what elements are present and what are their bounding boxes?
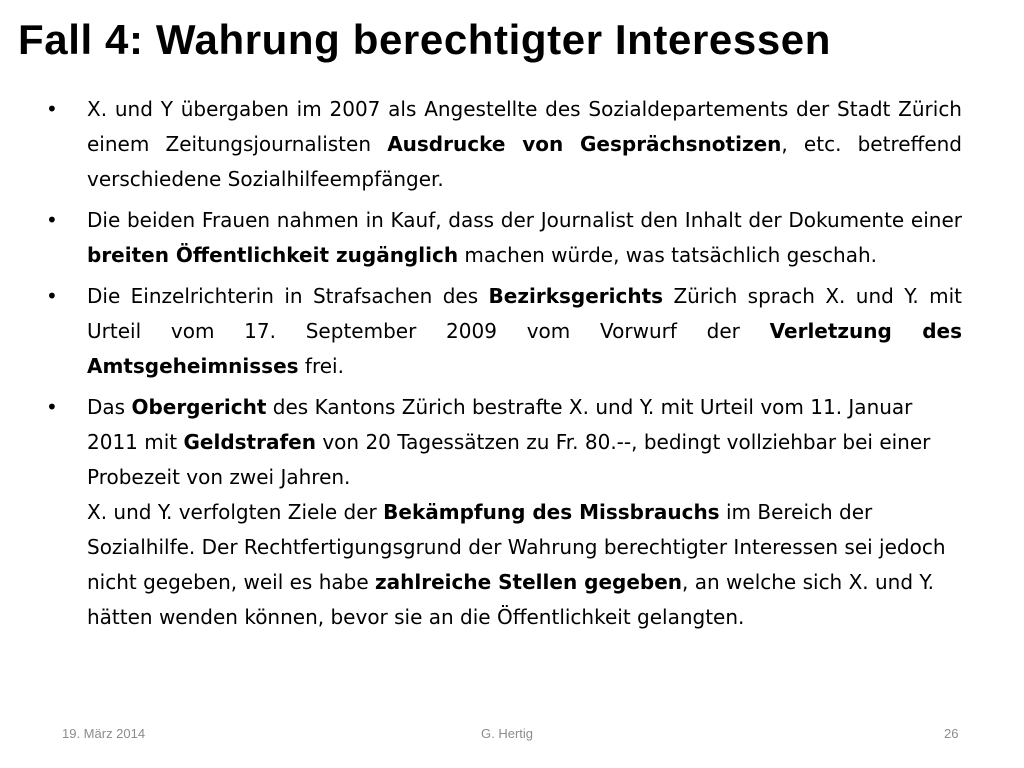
bold-text-run: Bekämpfung des Missbrauchs bbox=[383, 500, 720, 524]
text-run: machen würde, was tatsächlich geschah. bbox=[458, 243, 877, 267]
text-run: von 20 Tagessätzen zu Fr. 80.--, bedingt vollziehbar bei einer Probezeit von zwei Jahren. bbox=[87, 430, 931, 489]
text-run: Die Einzelrichterin in Strafsachen des bbox=[87, 284, 489, 308]
bullet-icon: • bbox=[46, 284, 58, 308]
bullet-continuation-text bbox=[87, 495, 962, 635]
bullet-icon: • bbox=[46, 97, 58, 121]
text-run: im Bereich der Sozialhilfe. Der Rechtfertigungsgrund der Wahrung berechtigter Interessen sei jedoch nicht gegeben, weil es habe bbox=[87, 500, 946, 594]
text-run: , an welche sich X. und Y. hätten wenden können, bevor sie an die Öffentlichkeit gelangten. bbox=[87, 570, 934, 629]
text-run: X. und Y übergaben im 2007 als Angestellte des Sozialdepartements der Stadt Zürich einem Zeitungsjournalisten bbox=[87, 97, 962, 156]
bullet-text bbox=[87, 279, 962, 384]
bold-text-run: Bezirksgerichts bbox=[488, 284, 664, 308]
bold-text-run: Obergericht bbox=[131, 395, 267, 419]
bullet-item bbox=[46, 203, 962, 273]
text-run: Die beiden Frauen nahmen in Kauf, dass der Journalist den Inhalt der Dokumente einer bbox=[87, 208, 962, 232]
bullet-text bbox=[87, 92, 962, 197]
text-run: des Kantons Zürich bestrafte X. und Y. mit Urteil vom 11. Januar 2011 mit bbox=[87, 395, 913, 454]
text-run: , etc. betreffend verschiedene Sozialhilfeempfänger. bbox=[87, 132, 962, 191]
bullet-text bbox=[87, 390, 962, 495]
bullet-icon: • bbox=[46, 208, 58, 232]
footer-author: G. Hertig bbox=[481, 726, 534, 741]
bold-text-run: Geldstrafen bbox=[183, 430, 316, 454]
bullet-list bbox=[46, 92, 962, 641]
bullet-item bbox=[46, 92, 962, 197]
text-run: frei. bbox=[298, 354, 344, 378]
text-run: Das bbox=[87, 395, 132, 419]
bold-text-run: breiten Öffentlichkeit zugänglich bbox=[87, 243, 459, 267]
bullet-icon: • bbox=[46, 395, 58, 419]
bold-text-run: zahlreiche Stellen gegeben bbox=[375, 570, 683, 594]
bullet-item bbox=[46, 390, 962, 635]
footer-page-number: 26 bbox=[944, 726, 959, 741]
bullet-text bbox=[87, 203, 962, 273]
slide-title: Fall 4: Wahrung berechtigter Interessen bbox=[18, 16, 832, 63]
bold-text-run: Verletzung des Amtsgeheimnisses bbox=[87, 319, 962, 378]
text-run: X. und Y. verfolgten Ziele der bbox=[87, 500, 384, 524]
footer-date: 19. März 2014 bbox=[62, 726, 146, 741]
bullet-item bbox=[46, 279, 962, 384]
text-run: Zürich sprach X. und Y. mit Urteil vom 17. September 2009 vom Vorwurf der bbox=[87, 284, 962, 343]
bold-text-run: Ausdrucke von Gesprächsnotizen bbox=[387, 132, 782, 156]
